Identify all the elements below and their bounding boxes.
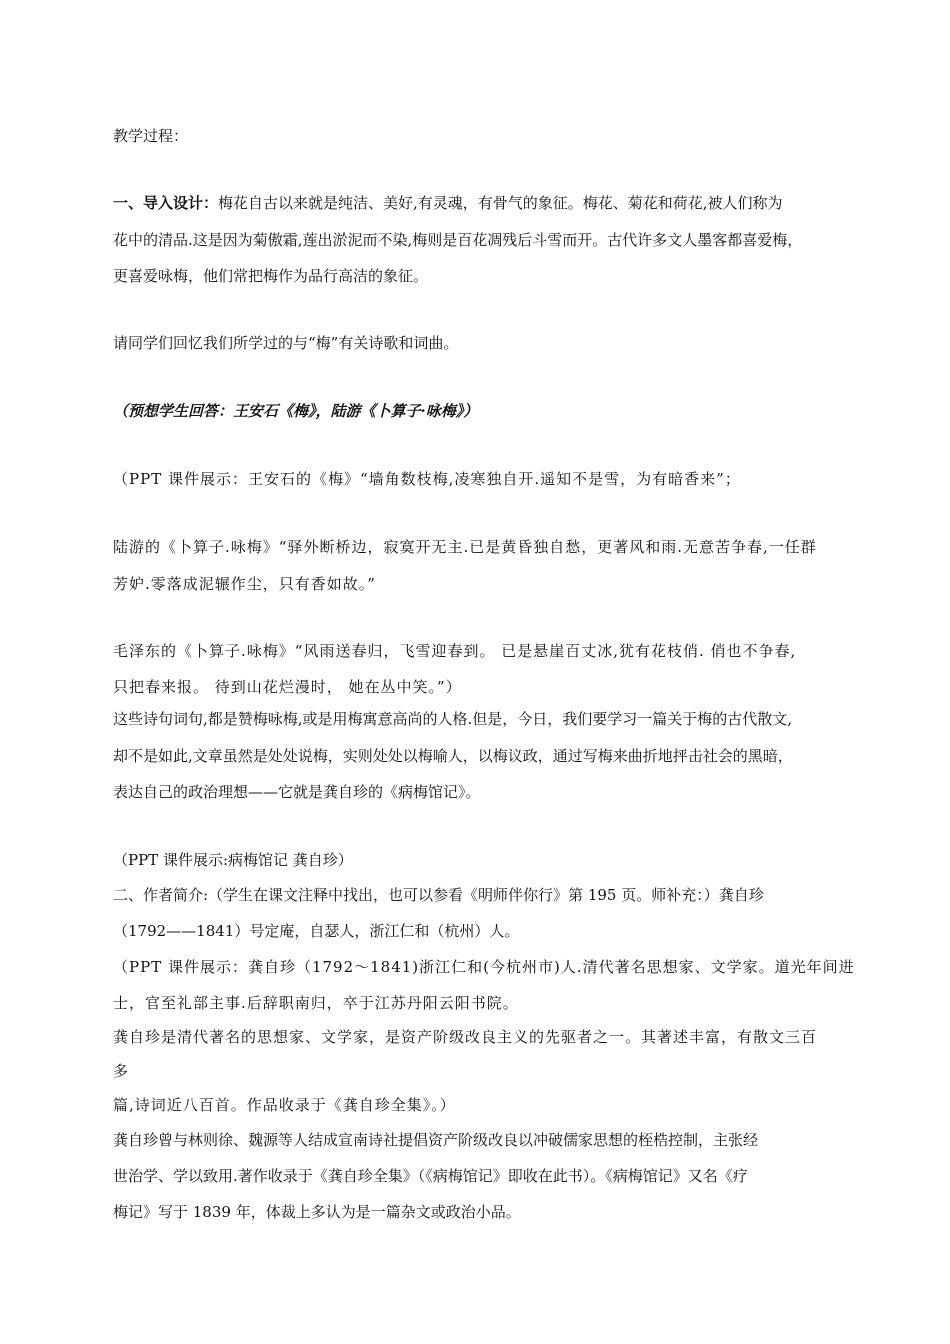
bio-line-3: 篇,诗词近八百首。作品收录于《龚自珍全集》。） [113, 1096, 456, 1114]
intro-line-2: 花中的清品.这是因为菊傲霜,莲出淤泥而不染,梅则是百花凋残后斗雪而开。古代许多文人墨客都喜爱梅， [113, 231, 803, 249]
intro-line-3: 更喜爱咏梅，他们常把梅作为品行高洁的象征。 [113, 267, 429, 285]
intro-text-1: 梅花自古以来就是纯洁、美好,有灵魂，有骨气的象征。梅花、菊花和荷花,被人们称为 [218, 194, 783, 212]
bio-line-2: 多 [113, 1062, 129, 1080]
summary-line-3: 表达自己的政治理想——它就是龚自珍的《病梅馆记》。 [113, 783, 481, 801]
summary-line-2: 却不是如此,文章虽然是处处说梅，实则处处以梅喻人，以梅议政，通过写梅来曲折地抨击社会的黑暗， [113, 747, 793, 765]
author-line-1: 二、作者简介:（学生在课文注释中找出，也可以参看《明师伴你行》第 195 页。师补充：）龚自珍 [113, 886, 764, 904]
expected-answer: （预想学生回答：王安石《梅》，陆游《卜算子·咏梅》） [113, 402, 479, 420]
society-line-2: 世治学、学以致用.著作收录于《龚自珍全集》（《病梅馆记》即收在此书）。《病梅馆记》又名《疗 [113, 1167, 748, 1185]
intro-line-1 [113, 193, 843, 213]
section-heading: 教学过程： [113, 127, 189, 145]
intro-label: 一、导入设计： [113, 194, 219, 212]
luyou-line-1: 陆游的《卜算子.咏梅》“驿外断桥边，寂寞开无主.已是黄昏独自愁，更著风和雨.无意苦争春,一任群 [113, 538, 817, 556]
summary-line-1: 这些诗句词句,都是赞梅咏梅,或是用梅寓意高尚的人格.但是，今日，我们要学习一篇关于梅的古代散文, [113, 710, 793, 728]
ppt-display-2: （PPT 课件展示:病梅馆记 龚自珍） [113, 851, 353, 869]
society-line-1: 龚自珍曾与林则徐、魏源等人结成宣南诗社提倡资产阶级改良以冲破儒家思想的桎梏控制，主张经 [113, 1131, 759, 1149]
mao-line-1: 毛泽东的《卜算子.咏梅》“风雨送春归，飞雪迎春到。 已是悬崖百丈冰,犹有花枝俏. 俏也不争春, [113, 642, 797, 660]
luyou-line-2: 芳妒.零落成泥辗作尘，只有香如故。” [113, 575, 376, 593]
ppt-display-3-line-2: 士，官至礼部主事.后辞职南归，卒于江苏丹阳云阳书院。 [113, 994, 519, 1012]
society-line-3: 梅记》写于 1839 年，体裁上多认为是一篇杂文或政治小品。 [113, 1203, 521, 1221]
bio-line-1: 龚自珍是清代著名的思想家、文学家，是资产阶级改良主义的先驱者之一。其著述丰富，有散文三百 [113, 1028, 818, 1046]
author-line-2: （1792——1841）号定庵，自瑟人，浙江仁和（杭州）人。 [113, 922, 520, 940]
ppt-display-1: （PPT 课件展示：王安石的《梅》“墙角数枝梅,凌寒独自开.遥知不是雪，为有暗香来”； [113, 470, 741, 488]
ppt-display-3-line-1: （PPT 课件展示：龚自珍（1792～1841)浙江仁和(今杭州市)人.清代著名思想家、文学家。道光年间进 [113, 958, 855, 976]
prompt-text: 请同学们回忆我们所学过的与“梅”有关诗歌和词曲。 [113, 334, 459, 352]
mao-line-2: 只把春来报。 待到山花烂漫时， 她在丛中笑。”） [113, 678, 462, 696]
